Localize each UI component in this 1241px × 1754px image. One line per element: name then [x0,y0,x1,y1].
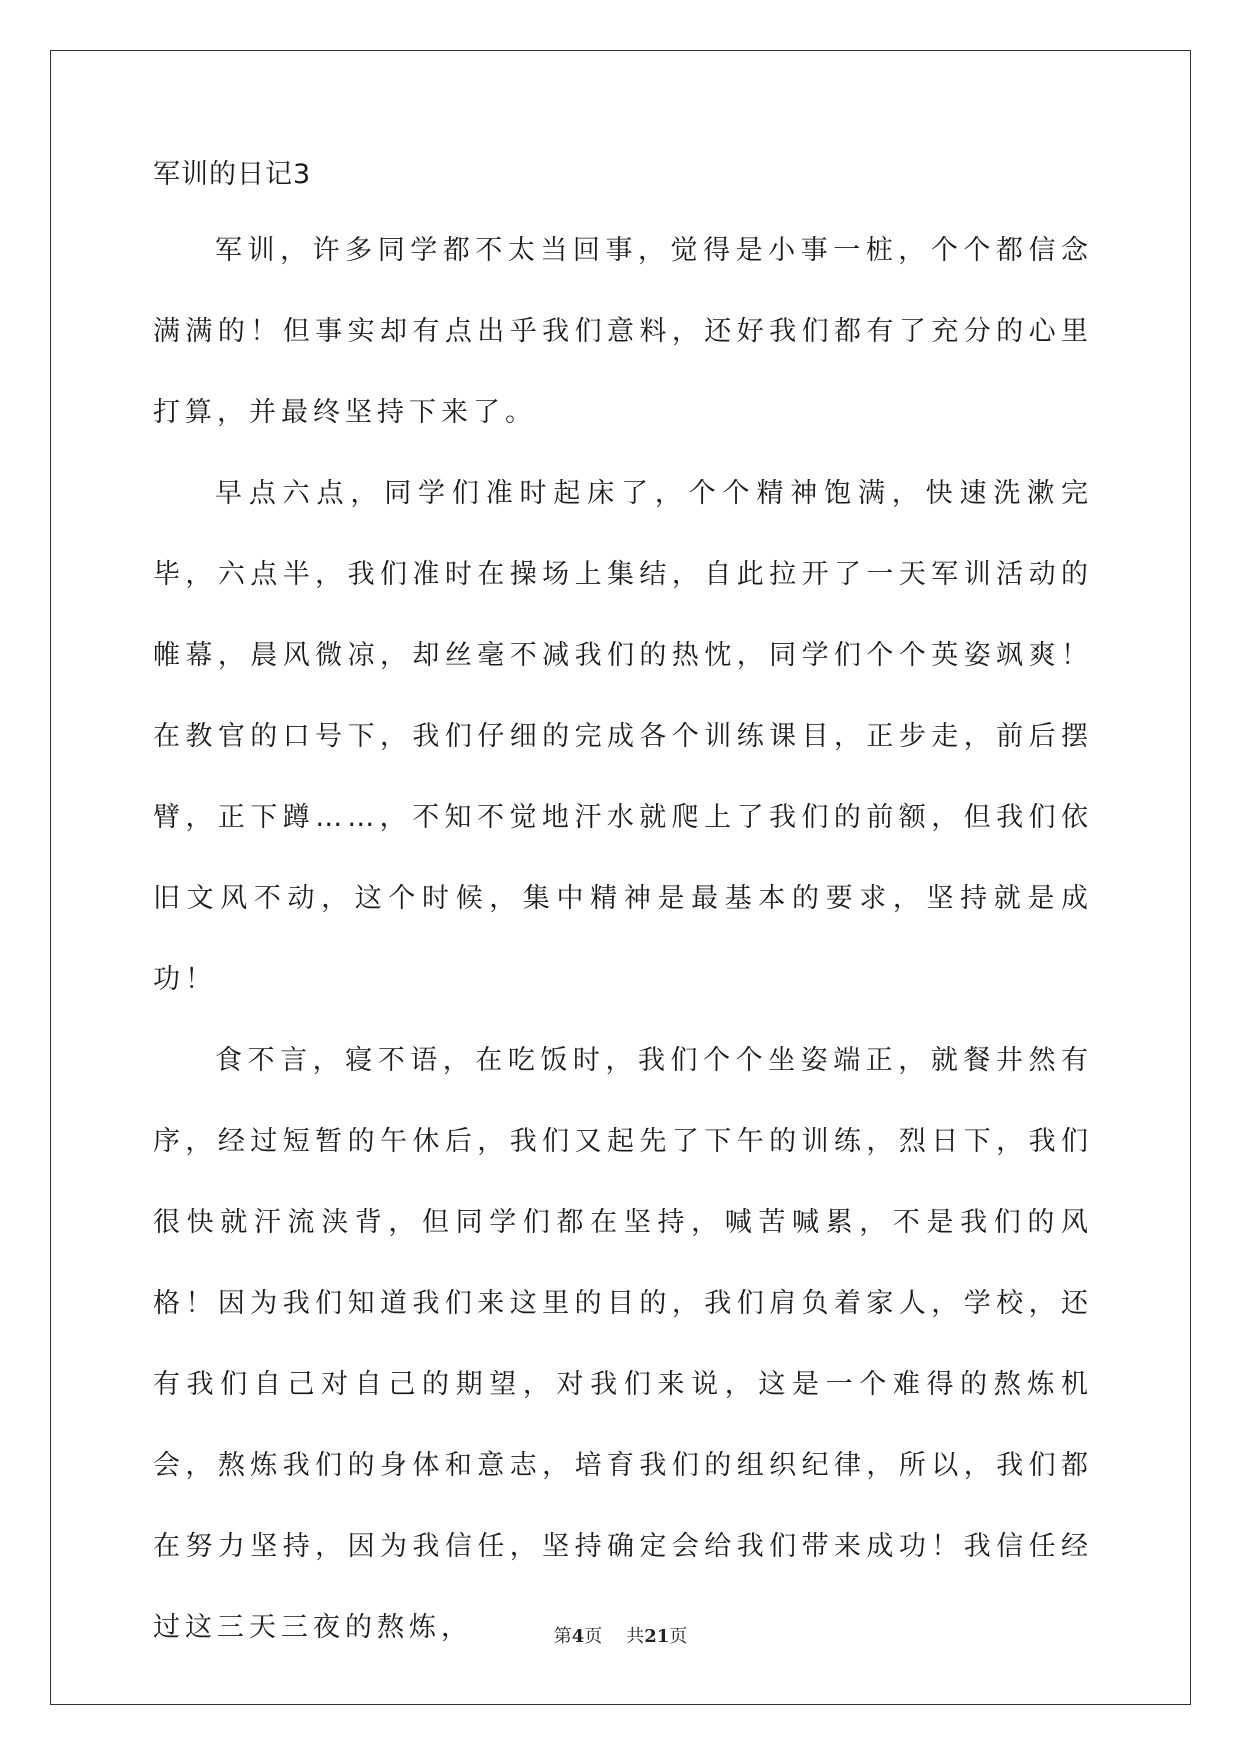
total-suffix: 页 [669,1626,688,1647]
paragraph-3: 食不言，寝不语，在吃饭时，我们个个坐姿端正，就餐井然有序，经过短暂的午休后，我们又起先了下午的训练，烈日下，我们很快就汗流浃背，但同学们都在坚持，喊苦喊累，不是我们的风格！因为我们知道我们来这里的目的，我们肩负着家人，学校，还有我们自己对自己的期望，对我们来说，这是一个难得的熬炼机会，熬炼我们的身体和意志，培育我们的组织纪律，所以，我们都在努力坚持，因为我信任，坚持确定会给我们带来成功！我信任经过这三天三夜的熬炼， [153,1045,1093,1643]
total-prefix: 共 [626,1626,645,1647]
page-suffix: 页 [584,1626,603,1647]
document-title: 军训的日记3 [153,159,312,190]
paragraph-1: 军训，许多同学都不太当回事，觉得是小事一桩，个个都信念满满的！但事实却有点出乎我们意料，还好我们都有了充分的心里打算，并最终坚持下来了。 [153,235,1093,428]
page-prefix: 第 [553,1626,572,1647]
paragraph-2: 早点六点，同学们准时起床了，个个精神饱满，快速洗漱完毕，六点半，我们准时在操场上集结，自此拉开了一天军训活动的帷幕，晨风微凉，却丝毫不减我们的热忱，同学们个个英姿飒爽！在教官的口号下，我们仔细的完成各个训练课目，正步走，前后摆臂，正下蹲……，不知不觉地汗水就爬上了我们的前额，但我们依旧文风不动，这个时候，集中精神是最基本的要求，坚持就是成功！ [153,478,1093,995]
page-number: 4 [571,1626,585,1647]
page-footer [0,1622,1241,1648]
total-pages: 21 [644,1626,670,1647]
document-body [153,160,1093,1668]
